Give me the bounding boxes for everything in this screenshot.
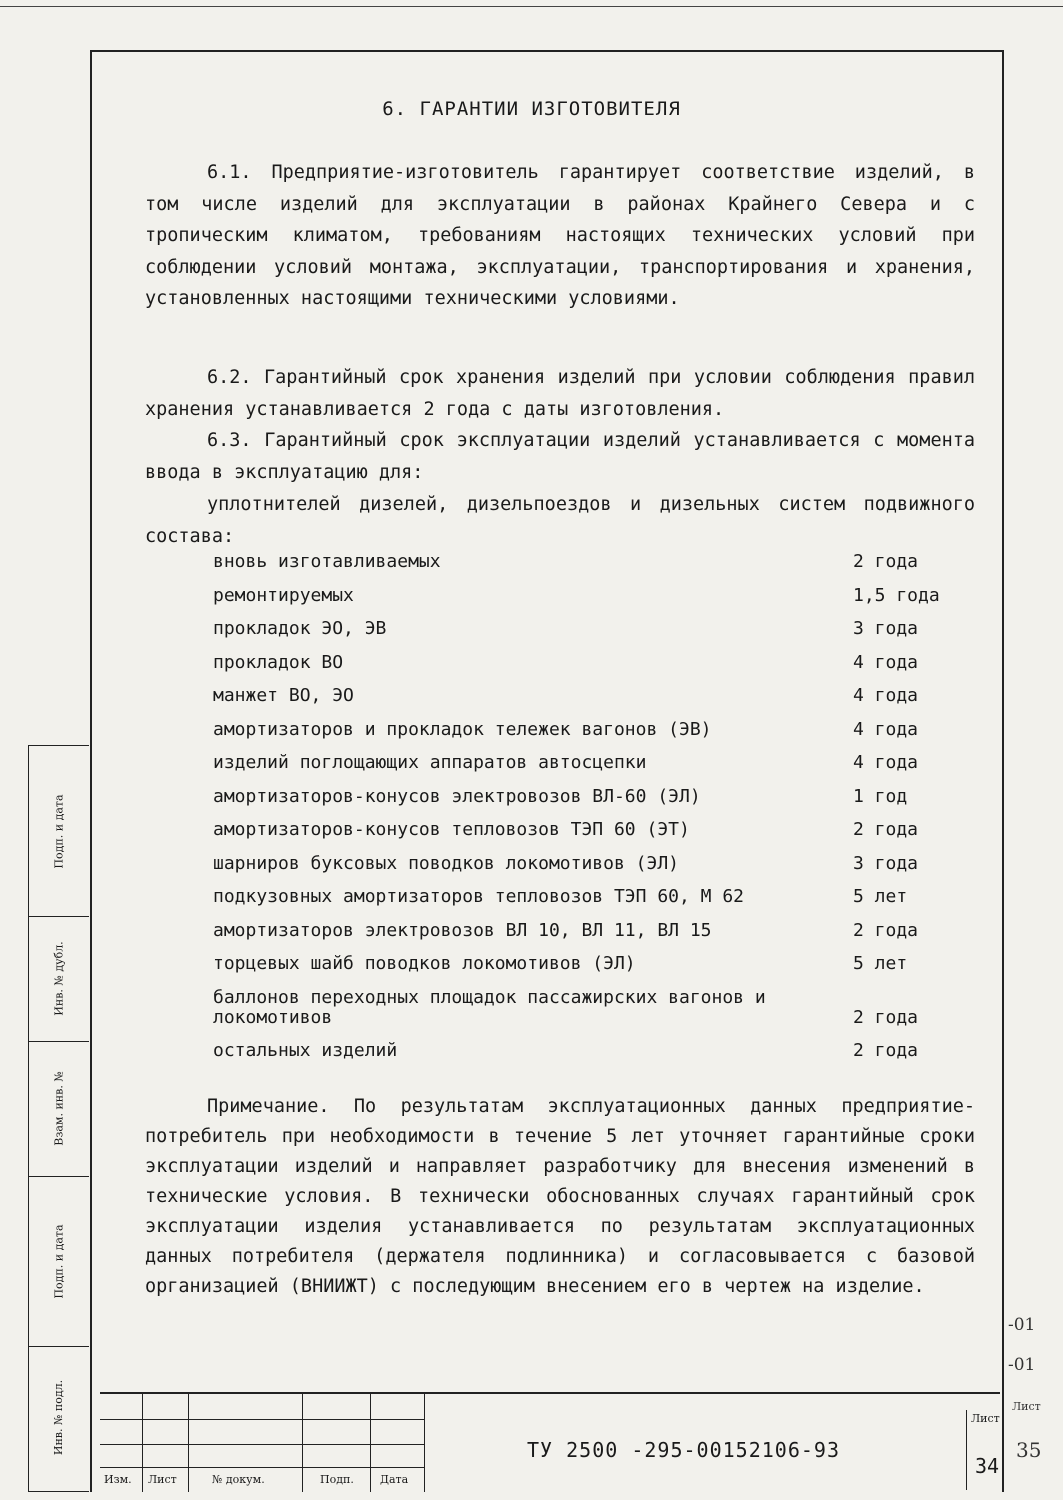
item-term: 2 года	[853, 1006, 919, 1028]
item-name: прокладок ЭО, ЭВ	[213, 618, 387, 639]
sheet-box	[966, 1410, 1001, 1490]
document-code: ТУ 2500 -295-00152106-93	[527, 1438, 840, 1462]
stamp-caption: Подп.	[320, 1473, 354, 1486]
list-item	[213, 1041, 963, 1061]
side-strip	[28, 745, 89, 1492]
stamp-rule	[100, 1467, 424, 1468]
side-cell-1	[29, 746, 89, 917]
item-term: 4 года	[853, 685, 919, 706]
item-term: 2 года	[853, 919, 919, 941]
item-term: 2 года	[853, 551, 919, 572]
stamp-divider	[188, 1394, 189, 1492]
note-paragraph	[145, 1092, 975, 1302]
item-term: 1,5 года	[853, 584, 940, 606]
item-term: 4 года	[853, 752, 919, 773]
paragraph-text: 6.3. Гарантийный срок эксплуатации изделий устанавливается с момента ввода в эксплуатацию для:	[145, 430, 975, 483]
sheet-number: 34	[975, 1454, 1000, 1478]
item-term: 3 года	[853, 852, 919, 874]
paragraph-6-1	[145, 157, 975, 315]
list-item	[213, 586, 963, 606]
paragraph-text: 6.1. Предприятие-изготовитель гарантирует соответствие изделий, в том числе изделий для эксплуатации в районах Крайнего Севера и с тропическим климатом, требованиям настоящих технических условий при соблюдении условий монтажа, эксплуатации, транспортирования и хранения, установленных настоящими техническими условиями.	[145, 162, 975, 309]
section-title: 6. ГАРАНТИИ ИЗГОТОВИТЕЛЯ	[382, 98, 681, 120]
item-name: ремонтируемых	[213, 584, 354, 606]
item-term: 5 лет	[853, 953, 908, 974]
top-rule	[0, 6, 1063, 7]
margin-sheet-number: 35	[1016, 1438, 1042, 1462]
margin-sheet-label: Лист	[1012, 1400, 1041, 1413]
stamp-caption: Изм.	[104, 1473, 132, 1486]
list-item	[213, 820, 963, 840]
item-name: баллонов переходных площадок пассажирских вагонов и локомотивов	[213, 986, 766, 1028]
item-name: шарниров буксовых поводков локомотивов (ЭЛ)	[213, 852, 679, 874]
item-name: торцевых шайб поводков локомотивов (ЭЛ)	[213, 953, 636, 974]
paragraph-text: 6.2. Гарантийный срок хранения изделий при условии соблюдения правил хранения устанавливается 2 года с даты изготовления.	[145, 367, 975, 420]
stamp-divider	[302, 1394, 303, 1492]
margin-code-1: -01	[1008, 1315, 1036, 1335]
item-term: 2 года	[853, 819, 919, 840]
side-label: Взам. инв. №	[52, 1071, 66, 1146]
item-term: 5 лет	[853, 886, 908, 907]
stamp-caption: Лист	[148, 1473, 177, 1486]
list-item	[213, 887, 963, 907]
list-item	[213, 787, 963, 807]
note-text: Примечание. По результатам эксплуатационных данных предприятие-потребитель при необходимости в течение 5 лет уточняет гарантийные сроки эксплуатации изделий и направляет разработчику для внесения изменений в технические условия. В технически обоснованных случаях гарантийный срок эксплуатации изделия устанавливается по результатам эксплуатационных данных потребителя (держателя подлинника) и согласовывается с базовой организацией (ВНИИЖТ) с последующим внесением его в чертеж на изделие.	[145, 1096, 975, 1297]
list-item	[213, 653, 963, 673]
list-item	[213, 854, 963, 874]
stamp-caption: Дата	[380, 1473, 409, 1486]
stamp-divider	[424, 1394, 425, 1492]
item-term: 4 года	[853, 718, 919, 740]
item-name: прокладок ВО	[213, 651, 344, 673]
margin-code-2: -01	[1008, 1355, 1036, 1375]
list-item	[213, 686, 963, 706]
item-name: амортизаторов-конусов тепловозов ТЭП 60 (ЭТ)	[213, 819, 690, 840]
item-term: 3 года	[853, 618, 919, 639]
list-item	[213, 921, 963, 941]
stamp-caption: № докум.	[212, 1473, 265, 1486]
item-name: вновь изготавливаемых	[213, 551, 441, 572]
side-label: Инв. № подл.	[52, 1379, 66, 1456]
list-item	[213, 954, 963, 974]
item-name: остальных изделий	[213, 1040, 398, 1061]
stamp-rule	[100, 1444, 424, 1445]
side-label: Подп. и дата	[52, 793, 66, 869]
item-name: амортизаторов и прокладок тележек вагонов (ЭВ)	[213, 718, 712, 740]
paragraph-text: уплотнителей дизелей, дизельпоездов и дизельных систем подвижного состава:	[145, 494, 975, 547]
paragraph-6-3	[145, 425, 975, 488]
side-label: Инв. № дубл.	[52, 941, 66, 1016]
side-label: Подп. и дата	[52, 1223, 66, 1299]
list-item	[213, 720, 963, 740]
paragraph-6-2	[145, 362, 975, 425]
stamp-divider	[142, 1394, 143, 1492]
item-name: изделий поглощающих аппаратов автосцепки	[213, 752, 647, 773]
item-name: амортизаторов-конусов электровозов ВЛ-60 (ЭЛ)	[213, 785, 701, 807]
side-cell-5	[29, 1346, 89, 1489]
list-item	[213, 988, 963, 1028]
warranty-terms-list	[213, 552, 963, 1075]
stamp-rule	[100, 1419, 424, 1420]
stamp-divider	[370, 1394, 371, 1492]
side-cell-3	[29, 1041, 89, 1177]
side-cell-4	[29, 1176, 89, 1347]
item-name: амортизаторов электровозов ВЛ 10, ВЛ 11, ВЛ 15	[213, 919, 712, 941]
list-item	[213, 619, 963, 639]
list-item	[213, 552, 963, 572]
item-name: манжет ВО, ЭО	[213, 685, 354, 706]
item-term: 1 год	[853, 785, 908, 807]
item-term: 2 года	[853, 1040, 919, 1061]
side-cell-2	[29, 916, 89, 1042]
paragraph-list-intro	[145, 489, 975, 552]
item-term: 4 года	[853, 651, 919, 673]
sheet-label: Лист	[971, 1412, 1000, 1425]
item-name: подкузовных амортизаторов тепловозов ТЭП 60, М 62	[213, 886, 745, 907]
list-item	[213, 753, 963, 773]
